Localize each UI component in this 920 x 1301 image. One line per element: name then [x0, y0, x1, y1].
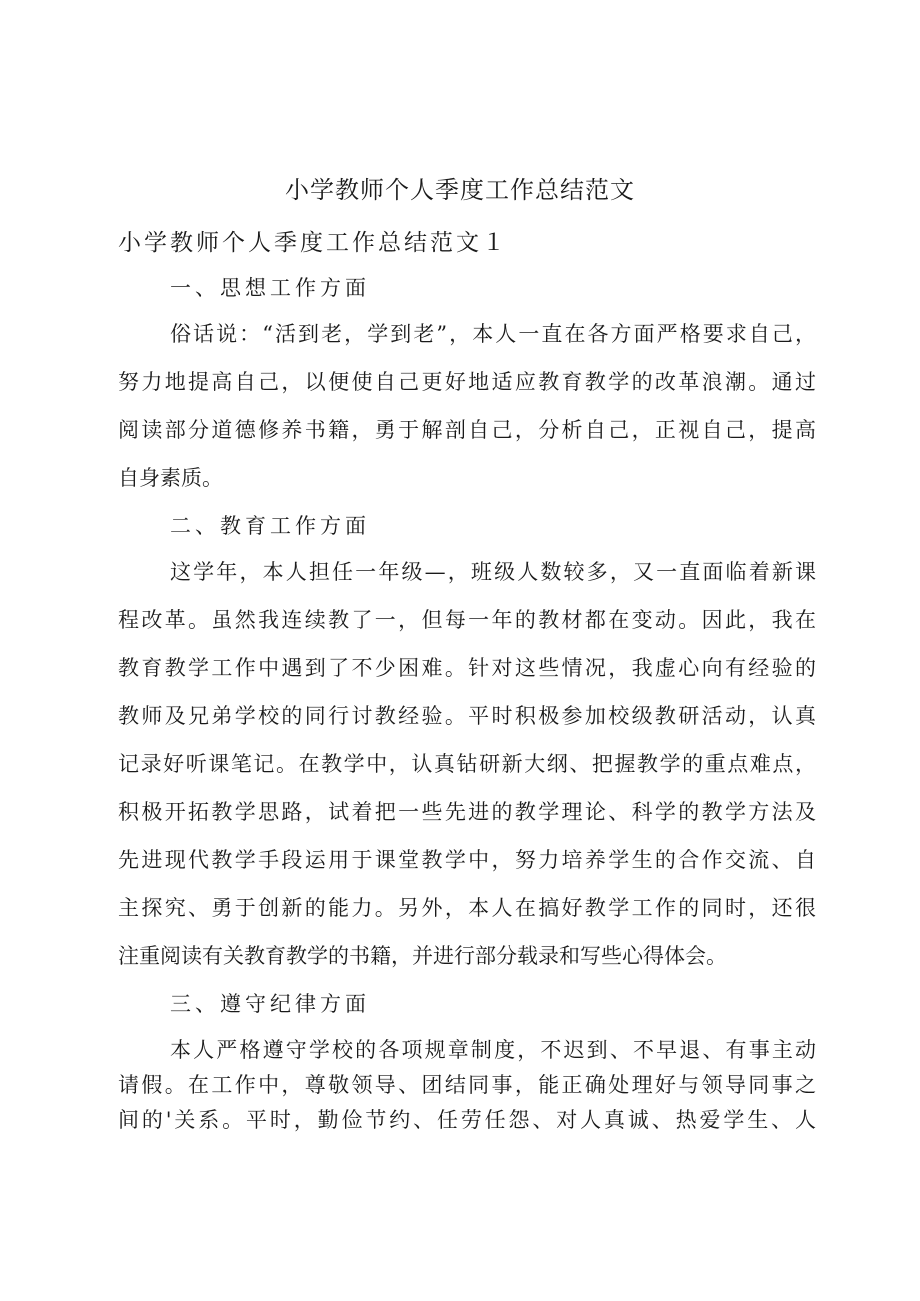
section-paragraph-discipline: [118, 1034, 816, 1136]
paragraph-line: 先进现代教学手段运用于课堂教学中，努力培养学生的合作交流、自: [118, 848, 816, 872]
section-paragraph-education: [118, 556, 816, 972]
document-subtitle: 小学教师个人季度工作总结范文１: [118, 230, 508, 256]
paragraph-line: 俗话说：“活到老，学到老”，本人一直在各方面严格要求自己，: [170, 322, 816, 346]
paragraph-line: 请假。在工作中，尊敬领导、团结同事，能正确处理好与领导同事之: [118, 1073, 816, 1097]
document-body: [118, 272, 816, 1150]
section-heading-education: 二、教育工作方面: [170, 514, 370, 538]
paragraph-line: 阅读部分道德修养书籍，勇于解剖自己，分析自己，正视自己，提高: [118, 418, 816, 442]
paragraph-line: 自身素质。: [118, 466, 223, 490]
paragraph-line: 间的'关系。平时，勤俭节约、任劳任怨、对人真诚、热爱学生、人: [118, 1108, 816, 1132]
paragraph-line: 教育教学工作中遇到了不少困难。针对这些情况，我虚心向有经验的: [118, 656, 816, 680]
document-title: 小学教师个人季度工作总结范文: [285, 176, 635, 204]
section-heading-ideology: 一、思想工作方面: [170, 276, 370, 300]
paragraph-line: 积极开拓教学思路，试着把一些先进的教学理论、科学的教学方法及: [118, 800, 816, 824]
paragraph-line: 记录好听课笔记。在教学中，认真钻研新大纲、把握教学的重点难点，: [118, 752, 816, 776]
section-paragraph-ideology: [118, 318, 816, 494]
paragraph-line: 本人严格遵守学校的各项规章制度，不迟到、不早退、有事主动: [170, 1038, 816, 1062]
paragraph-line: 主探究、勇于创新的能力。另外，本人在搞好教学工作的同时，还很: [118, 896, 816, 920]
paragraph-line: 注重阅读有关教育教学的书籍，并进行部分载录和写些心得体会。: [118, 944, 727, 968]
paragraph-line: 程改革。虽然我连续教了一，但每一年的教材都在变动。因此，我在: [118, 608, 816, 632]
paragraph-line: 努力地提高自己，以便使自己更好地适应教育教学的改革浪潮。通过: [118, 370, 816, 394]
section-heading-discipline: 三、遵守纪律方面: [170, 992, 370, 1016]
paragraph-line: 这学年，本人担任一年级—，班级人数较多，又一直面临着新课: [170, 560, 816, 584]
paragraph-line: 教师及兄弟学校的同行讨教经验。平时积极参加校级教研活动，认真: [118, 704, 816, 728]
